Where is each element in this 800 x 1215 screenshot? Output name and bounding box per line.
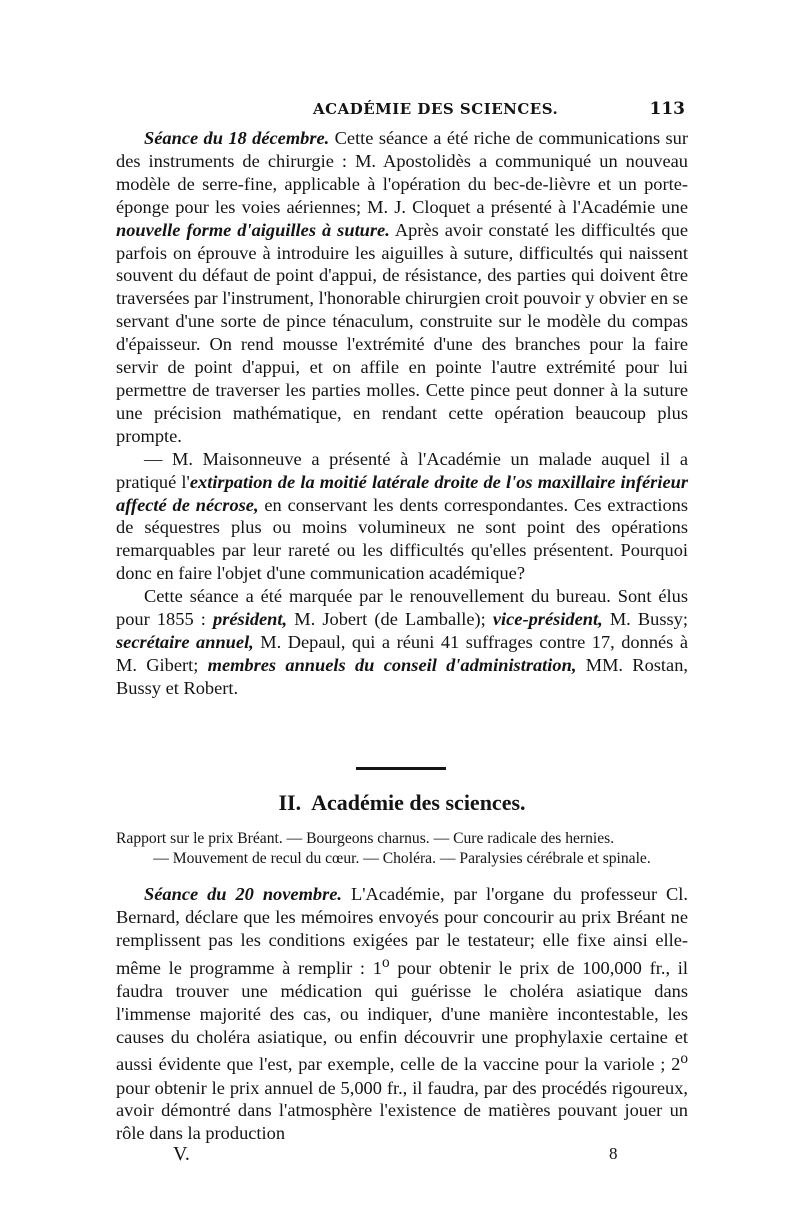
running-head [115, 96, 687, 122]
emphasis: extirpation de la moitié latérale droite de l'os maxillaire inférieur affecté de nécrose, [116, 471, 688, 515]
running-title: ACADÉMIE DES SCIENCES. [313, 100, 559, 118]
paragraph [116, 883, 688, 1145]
paragraph [116, 448, 688, 585]
superscript: o [381, 953, 390, 971]
paragraph-text: en conservant les dents correspondantes. Ces extractions de séquestres plus ou moins volumineux ne sont point des opérations remarquables par leur rareté ou les difficultés qu'elles présentent. Pourquoi donc en faire l'objet d'une communication académique? [116, 494, 689, 584]
paragraph-text: M. Jobert (de Lamballe); [287, 609, 493, 630]
paragraph-text: Cette séance a été riche de communications sur des instruments de chirurgie : M. Apostolidès a communiqué un nouveau modèle de serre-fine, applicable à l'opération du bec-de-lièvre et un porte-éponge pour les voies aériennes; M. J. Cloquet a présenté à l'Académie une [116, 128, 688, 217]
article-seance-20-novembre [116, 883, 688, 1145]
signature-number: 8 [609, 1144, 618, 1163]
paragraph-text: pour obtenir le prix de 100,000 fr., il faudra trouver une médication qui guérisse le choléra asiatique dans l'immense majorité des cas, ou indiquer, d'une manière incontestable, les causes du choléra asiatique, ou enfin découvrir une prophylaxie certaine et aussi évidente que l'est, par exemple, celle de la vaccine pour la variole ; 2 [116, 957, 688, 1075]
section-divider [356, 767, 446, 770]
emphasis: nouvelle forme d'aiguilles à suture. [116, 219, 390, 240]
emphasis: secrétaire annuel, [116, 631, 254, 652]
emphasis: président, [213, 609, 288, 630]
summary-line: — Mouvement de recul du cœur. — Choléra. — Paralysies cérébrale et spinale. [153, 850, 651, 867]
paragraph-text: M. Bussy; [602, 609, 688, 630]
superscript: o [680, 1050, 688, 1068]
signature-letter: V. [173, 1143, 190, 1165]
paragraph-text: Après avoir constaté les difficultés que parfois on éprouve à introduire les aiguilles à suture, difficultés qui naissent souvent du défaut de point d'appui, de résistance, des parties qui doivent être traversées par l'instrument, l'honorable chirurgien croit pouvoir y obvier en se servant d'une sorte de pince ténaculum, construite sur le modèle du compas d'épaisseur. On rend mousse l'extrémité d'une des branches pour la faire servir de point d'appui, et on affile en pointe l'autre extrémité pour lui permettre de traverser les parties molles. Cette pince peut donner à la suture une précision mathématique, en rendant cette opération beaucoup plus prompte. [116, 219, 688, 446]
session-date: Séance du 20 novembre. [144, 884, 342, 904]
section-heading [116, 789, 688, 817]
paragraph-text: M. Depaul, qui a réuni 41 suffrages contre 17, donnés à M. Gibert; [116, 631, 688, 675]
session-date: Séance du 18 décembre. [144, 128, 330, 148]
paragraph-text: L'Académie, par l'organe du professeur Cl. Bernard, déclare que les mémoires envoyés pour concourir au prix Bréant ne remplissent pas les conditions exigées par le testateur; elle fixe ainsi elle-même le programme à remplir : 1 [116, 884, 688, 978]
paragraph-text: Cette séance a été marquée par le renouvellement du bureau. Sont élus pour 1855 : [116, 586, 688, 630]
emphasis: vice-président, [492, 609, 603, 630]
paragraph-text: pour obtenir le prix annuel de 5,000 fr., il faudra, par des procédés rigoureux, avoir démontré dans l'atmosphère l'existence de matières pouvant jouer un rôle dans la production [116, 1077, 688, 1144]
article-seance-18-decembre [116, 127, 688, 700]
paragraph-text: MM. Rostan, Bussy et Robert. [116, 654, 688, 698]
paragraph [116, 127, 688, 448]
section-number: II. [278, 790, 302, 815]
section-summary [116, 829, 688, 869]
summary-line: Rapport sur le prix Bréant. — Bourgeons charnus. — Cure radicale des hernies. [116, 830, 615, 847]
emphasis: membres annuels du conseil d'administration, [207, 654, 577, 675]
page-number: 113 [649, 99, 685, 119]
paragraph-text: — M. Maisonneuve a présenté à l'Académie un malade auquel il a pratiqué l' [116, 448, 688, 492]
section-title: Académie des sciences. [311, 790, 526, 815]
paragraph [116, 585, 688, 700]
